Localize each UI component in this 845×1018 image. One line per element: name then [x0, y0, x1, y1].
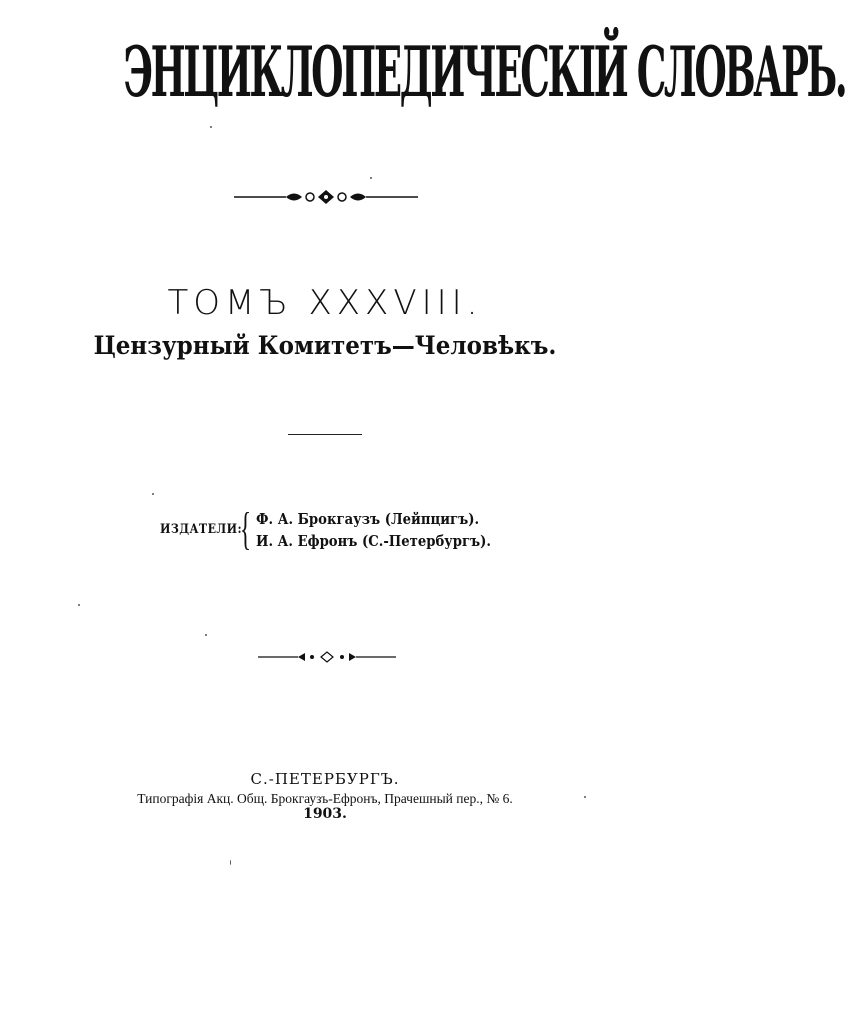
- volume-range: Цензурный Комитетъ—Человѣкъ.: [93, 331, 557, 360]
- short-rule: [288, 434, 362, 435]
- imprint-city: С.-ПЕТЕРБУРГЪ.: [250, 770, 400, 788]
- page-title: ЭНЦИКЛОПЕДИЧЕСКІЙ СЛОВАРЬ.: [123, 32, 845, 114]
- ornament-divider-bottom: [258, 650, 396, 664]
- publisher-efron: И. А. Ефронъ (С.-Петербургъ).: [256, 532, 492, 550]
- imprint-printer: Типографія Акц. Общ. Брокгаузъ-Ефронъ, Прачешный пер., № 6.: [137, 791, 513, 806]
- paper-speck: [370, 177, 372, 179]
- paper-speck: [210, 126, 212, 128]
- paper-speck: [230, 860, 231, 865]
- ornament-divider-top: [234, 186, 418, 208]
- publishers-label: ИЗДАТЕЛИ:: [160, 522, 242, 537]
- paper-speck: [584, 796, 586, 798]
- publisher-brockhaus: Ф. А. Брокгаузъ (Лейпцигъ).: [256, 510, 480, 528]
- paper-speck: [78, 604, 80, 606]
- volume-number: ТОМЪ XXXVIII.: [167, 283, 483, 323]
- brace-icon: {: [240, 503, 252, 554]
- publishers-block: [160, 503, 520, 554]
- paper-speck: [205, 634, 207, 636]
- imprint-year: 1903.: [303, 806, 347, 822]
- paper-speck: [152, 493, 154, 495]
